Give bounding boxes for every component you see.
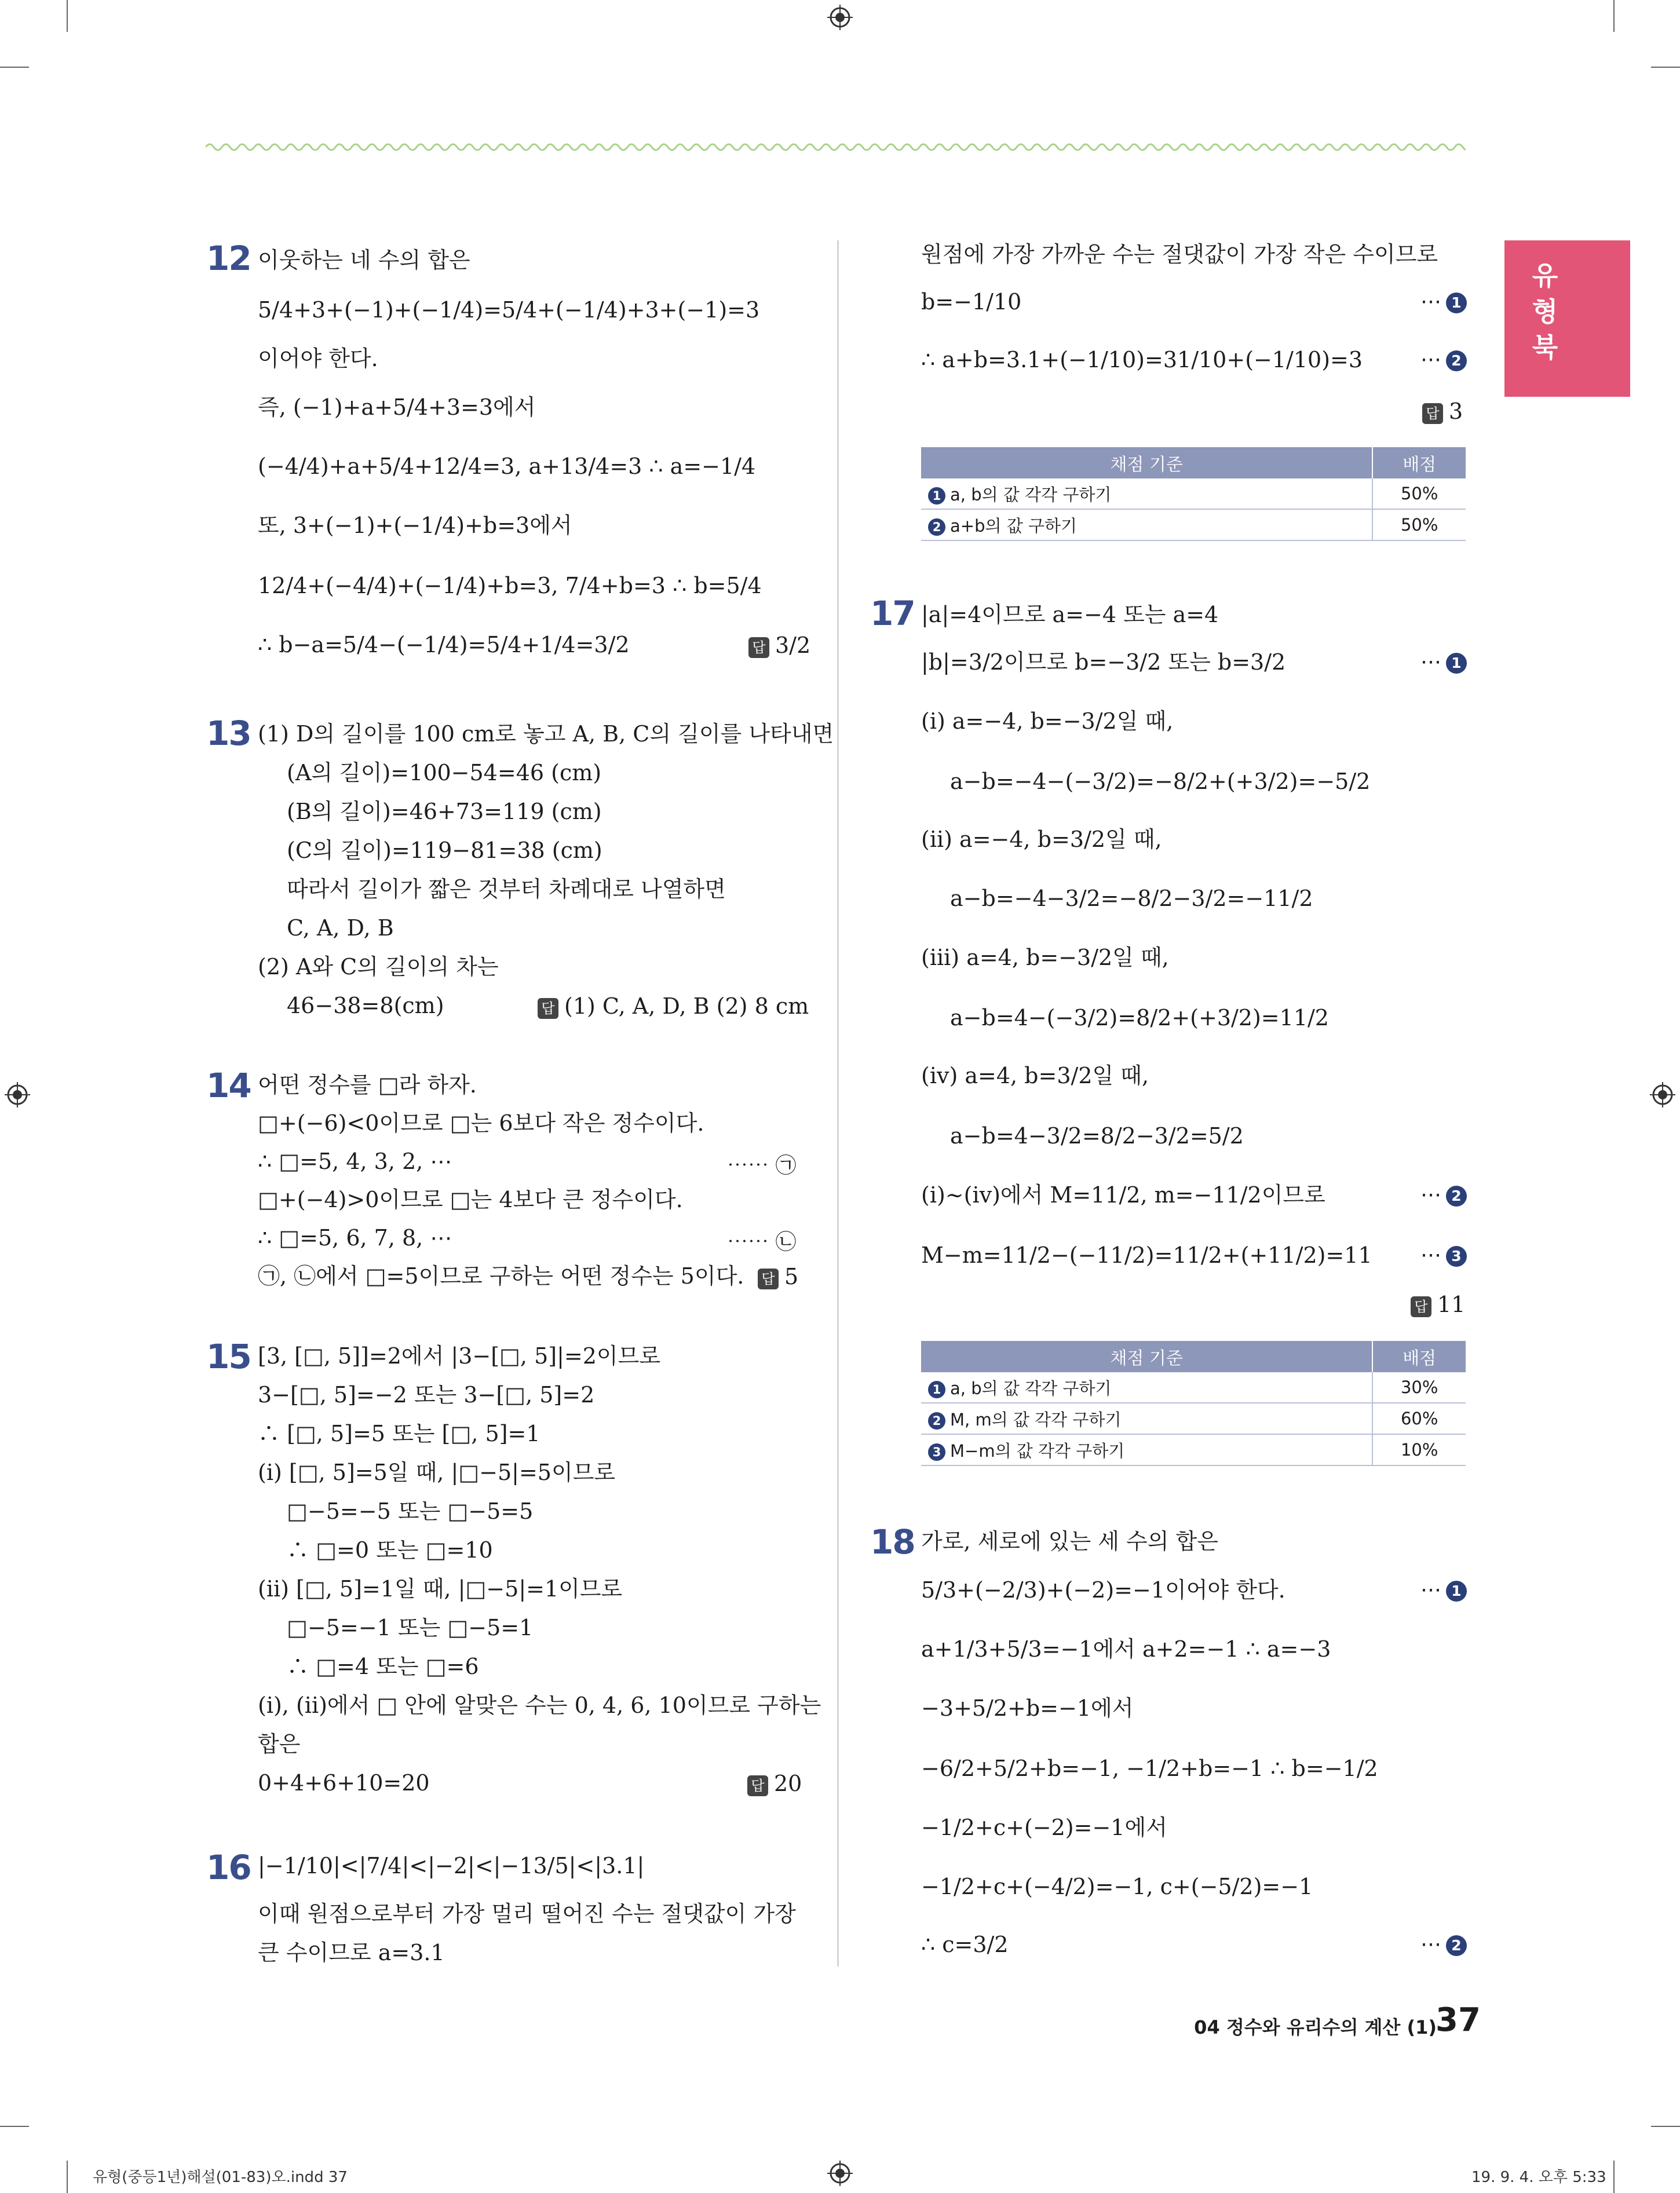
answer	[1411, 1292, 1465, 1317]
step-marker-2-icon: 2	[928, 1412, 945, 1430]
step-marker: ⋯ 1	[1420, 290, 1467, 313]
solution-line: −3+5/2+b=−1에서	[921, 1695, 1134, 1721]
solution-line: □−5=−1 또는 □−5=1	[287, 1615, 534, 1640]
criterion-text: M−m의 값 각각 구하기	[950, 1441, 1125, 1461]
solution-line: (1) D의 길이를 100 cm로 놓고 A, B, C의 길이를 나타내면	[258, 721, 834, 747]
answer-badge-icon: 답	[1422, 403, 1443, 424]
solution-line: (i)~(iv)에서 M=11/2, m=−11/2이므로	[921, 1182, 1325, 1208]
step-marker: ⋯ 2	[1420, 1932, 1467, 1956]
solution-line: ∴ b−a=5/4−(−1/4)=5/4+1/4=3/2	[258, 632, 630, 657]
criterion-text: a, b의 값 각각 구하기	[950, 484, 1112, 505]
solution-line: ∴ □=5, 4, 3, 2, ⋯	[258, 1149, 452, 1174]
solution-line: 따라서 길이가 짧은 것부터 차례대로 나열하면	[287, 876, 726, 902]
solution-line: (iii) a=4, b=−3/2일 때,	[921, 945, 1169, 970]
step-marker-1-icon: 1	[1446, 1581, 1467, 1602]
column-divider	[837, 240, 839, 1967]
solution-line: (i), (ii)에서 □ 안에 알맞은 수는 0, 4, 6, 10이므로 구하는	[258, 1693, 821, 1718]
table-header: 채점 기준	[921, 1341, 1372, 1372]
solution-line: M−m=11/2−(−11/2)=11/2+(+11/2)=11	[921, 1242, 1372, 1268]
solution-line: 즉, (−1)+a+5/4+3=3에서	[258, 394, 536, 420]
solution-line: (i) a=−4, b=−3/2일 때,	[921, 708, 1174, 734]
solution-line: b=−1/10	[921, 289, 1022, 315]
score-value: 50%	[1372, 478, 1466, 509]
criterion-text: M, m의 값 각각 구하기	[950, 1409, 1122, 1430]
solution-line: ∴ □=0 또는 □=10	[287, 1537, 493, 1563]
solution-line: a−b=−4−(−3/2)=−8/2+(+3/2)=−5/2	[950, 769, 1371, 794]
equation-tag: ⋯⋯ ㉠	[727, 1154, 797, 1178]
question-number: 13	[206, 714, 251, 753]
scoring-table	[921, 1341, 1466, 1466]
crop-mark	[1613, 0, 1615, 32]
solution-line: a−b=−4−3/2=−8/2−3/2=−11/2	[950, 886, 1313, 911]
solution-line: 5/4+3+(−1)+(−1/4)=5/4+(−1/4)+3+(−1)=3	[258, 297, 760, 323]
table-header: 채점 기준	[921, 447, 1372, 478]
question-number: 15	[206, 1337, 251, 1376]
solution-line: (ii) a=−4, b=3/2일 때,	[921, 827, 1162, 852]
step-marker-1-icon: 1	[928, 1381, 945, 1398]
step-marker-1-icon: 1	[928, 487, 945, 505]
solution-line: 이때 원점으로부터 가장 멀리 떨어진 수는 절댓값이 가장	[258, 1901, 796, 1927]
print-slug: 19. 9. 4. 오후 5:33	[1471, 2169, 1606, 2186]
step-marker: ⋯ 1	[1420, 1578, 1467, 1602]
solution-line: 또, 3+(−1)+(−1/4)+b=3에서	[258, 513, 572, 538]
solution-line: 3−[□, 5]=−2 또는 3−[□, 5]=2	[258, 1382, 595, 1408]
question-number: 12	[206, 239, 251, 278]
answer	[758, 1264, 798, 1289]
step-marker-1-icon: 1	[1446, 293, 1467, 313]
criterion-text: a+b의 값 구하기	[950, 516, 1077, 536]
score-value: 10%	[1372, 1434, 1466, 1465]
step-marker-3-icon: 3	[1446, 1246, 1467, 1267]
table-row	[921, 1403, 1466, 1434]
answer-badge-icon: 답	[748, 637, 769, 658]
score-value: 60%	[1372, 1403, 1466, 1434]
equation-tag: ⋯⋯ ㉡	[727, 1230, 797, 1254]
solution-line: (−4/4)+a+5/4+12/4=3, a+13/4=3 ∴ a=−1/4	[258, 454, 756, 479]
solution-line: a−b=4−3/2=8/2−3/2=5/2	[950, 1123, 1244, 1149]
crop-mark	[1651, 2126, 1680, 2127]
table-header: 배점	[1372, 447, 1466, 478]
registration-mark-icon	[827, 5, 853, 30]
solution-line: ∴ □=5, 6, 7, 8, ⋯	[258, 1225, 452, 1251]
step-marker: ⋯ 3	[1420, 1243, 1467, 1267]
answer-badge-icon: 답	[1411, 1296, 1431, 1317]
print-slug: 유형(중등1년)해설(01-83)오.indd 37	[93, 2169, 348, 2186]
answer-badge-icon: 답	[538, 998, 558, 1019]
solution-line: ∴ [□, 5]=5 또는 [□, 5]=1	[258, 1421, 540, 1446]
solution-line: 큰 수이므로 a=3.1	[258, 1940, 445, 1965]
answer	[538, 993, 809, 1019]
solution-line: (C의 길이)=119−81=38 (cm)	[287, 838, 602, 863]
solution-line: a−b=4−(−3/2)=8/2+(+3/2)=11/2	[950, 1005, 1329, 1030]
answer	[748, 633, 810, 658]
criterion-text: a, b의 값 각각 구하기	[950, 1378, 1112, 1398]
solution-line: −1/2+c+(−2)=−1에서	[921, 1815, 1167, 1840]
solution-line: 5/3+(−2/3)+(−2)=−1이어야 한다.	[921, 1577, 1285, 1603]
question-number: 16	[206, 1848, 251, 1887]
answer-value: 3/2	[775, 633, 811, 658]
solution-line: |b|=3/2이므로 b=−3/2 또는 b=3/2	[921, 649, 1286, 675]
step-marker: ⋯ 1	[1420, 650, 1467, 674]
solution-line: −6/2+5/2+b=−1, −1/2+b=−1 ∴ b=−1/2	[921, 1756, 1378, 1781]
solution-line: (ii) [□, 5]=1일 때, |□−5|=1이므로	[258, 1576, 623, 1602]
solution-line: □−5=−5 또는 □−5=5	[287, 1498, 534, 1524]
solution-line: (A의 길이)=100−54=46 (cm)	[287, 760, 602, 785]
solution-line: ∴ □=4 또는 □=6	[287, 1654, 479, 1679]
score-value: 30%	[1372, 1372, 1466, 1403]
step-marker-1-icon: 1	[1446, 653, 1467, 674]
score-value: 50%	[1372, 509, 1466, 540]
crop-mark	[0, 2126, 29, 2127]
solution-line: −1/2+c+(−4/2)=−1, c+(−5/2)=−1	[921, 1874, 1313, 1899]
question-number: 17	[870, 594, 915, 633]
table-row	[921, 509, 1466, 540]
crop-mark	[67, 2161, 68, 2193]
solution-line: 가로, 세로에 있는 세 수의 합은	[921, 1529, 1218, 1554]
solution-line: (B의 길이)=46+73=119 (cm)	[287, 799, 602, 824]
registration-mark-icon	[5, 1082, 30, 1108]
solution-line: ∴ a+b=3.1+(−1/10)=31/10+(−1/10)=3	[921, 347, 1363, 372]
page-number: 37	[1436, 2001, 1481, 2039]
side-tab-label: 유 형 북	[1532, 260, 1558, 363]
table-header: 배점	[1372, 1341, 1466, 1372]
answer	[747, 1771, 802, 1796]
table-row	[921, 1372, 1466, 1403]
solution-line: 합은	[258, 1731, 301, 1757]
solution-line: 이웃하는 네 수의 합은	[258, 247, 470, 273]
solution-line: [3, [□, 5]]=2에서 |3−[□, 5]|=2이므로	[258, 1343, 661, 1369]
solution-line: 46−38=8(cm)	[287, 993, 444, 1018]
solution-line: 어떤 정수를 □라 하자.	[258, 1072, 477, 1098]
step-marker-2-icon: 2	[1446, 1935, 1467, 1956]
solution-line: 12/4+(−4/4)+(−1/4)+b=3, 7/4+b=3 ∴ b=5/4	[258, 573, 762, 598]
step-marker-2-icon: 2	[1446, 350, 1467, 371]
step-marker: ⋯ 2	[1420, 1183, 1467, 1207]
answer-value: (1) C, A, D, B (2) 8 cm	[564, 993, 809, 1019]
crop-mark	[0, 67, 29, 68]
solution-line: |−1/10|<|7/4|<|−2|<|−13/5|<|3.1|	[258, 1853, 645, 1878]
answer-value: 20	[774, 1771, 802, 1796]
solution-line: 이어야 한다.	[258, 346, 378, 371]
chapter-title: 04 정수와 유리수의 계산 (1)	[1194, 2016, 1437, 2038]
crop-mark	[1613, 2161, 1615, 2193]
answer-value: 5	[784, 1264, 799, 1289]
solution-line: C, A, D, B	[287, 915, 394, 941]
table-row	[921, 1434, 1466, 1465]
solution-line: |a|=4이므로 a=−4 또는 a=4	[921, 602, 1219, 627]
solution-line: □+(−6)<0이므로 □는 6보다 작은 정수이다.	[258, 1110, 704, 1136]
crop-mark	[1651, 67, 1680, 68]
registration-mark-icon	[1650, 1082, 1675, 1108]
solution-line: (iv) a=4, b=3/2일 때,	[921, 1063, 1149, 1088]
step-marker: ⋯ 2	[1420, 348, 1467, 371]
solution-line: □+(−4)>0이므로 □는 4보다 큰 정수이다.	[258, 1187, 683, 1212]
answer	[1422, 399, 1463, 424]
table-row	[921, 478, 1466, 509]
answer-value: 3	[1449, 399, 1463, 424]
step-marker-2-icon: 2	[1446, 1186, 1467, 1207]
question-number: 14	[206, 1066, 251, 1105]
solution-line: (i) [□, 5]=5일 때, |□−5|=5이므로	[258, 1460, 616, 1485]
solution-line: (2) A와 C의 길이의 차는	[258, 954, 499, 979]
answer-value: 11	[1437, 1292, 1466, 1317]
solution-line: ㉠, ㉡에서 □=5이므로 구하는 어떤 정수는 5이다.	[258, 1263, 744, 1289]
crop-mark	[67, 0, 68, 32]
answer-badge-icon: 답	[758, 1269, 779, 1289]
step-marker-2-icon: 2	[928, 518, 945, 536]
step-marker-3-icon: 3	[928, 1443, 945, 1461]
header-wave-rule	[206, 139, 1466, 155]
solution-line: a+1/3+5/3=−1에서 a+2=−1 ∴ a=−3	[921, 1636, 1331, 1662]
registration-mark-icon	[827, 2161, 853, 2186]
side-tab	[1504, 240, 1630, 397]
question-number: 18	[870, 1522, 915, 1562]
solution-line: ∴ c=3/2	[921, 1932, 1009, 1957]
solution-line: 원점에 가장 가까운 수는 절댓값이 가장 작은 수이므로	[921, 242, 1438, 267]
answer-badge-icon: 답	[747, 1775, 768, 1796]
solution-line: 0+4+6+10=20	[258, 1770, 430, 1796]
scoring-table	[921, 447, 1466, 541]
